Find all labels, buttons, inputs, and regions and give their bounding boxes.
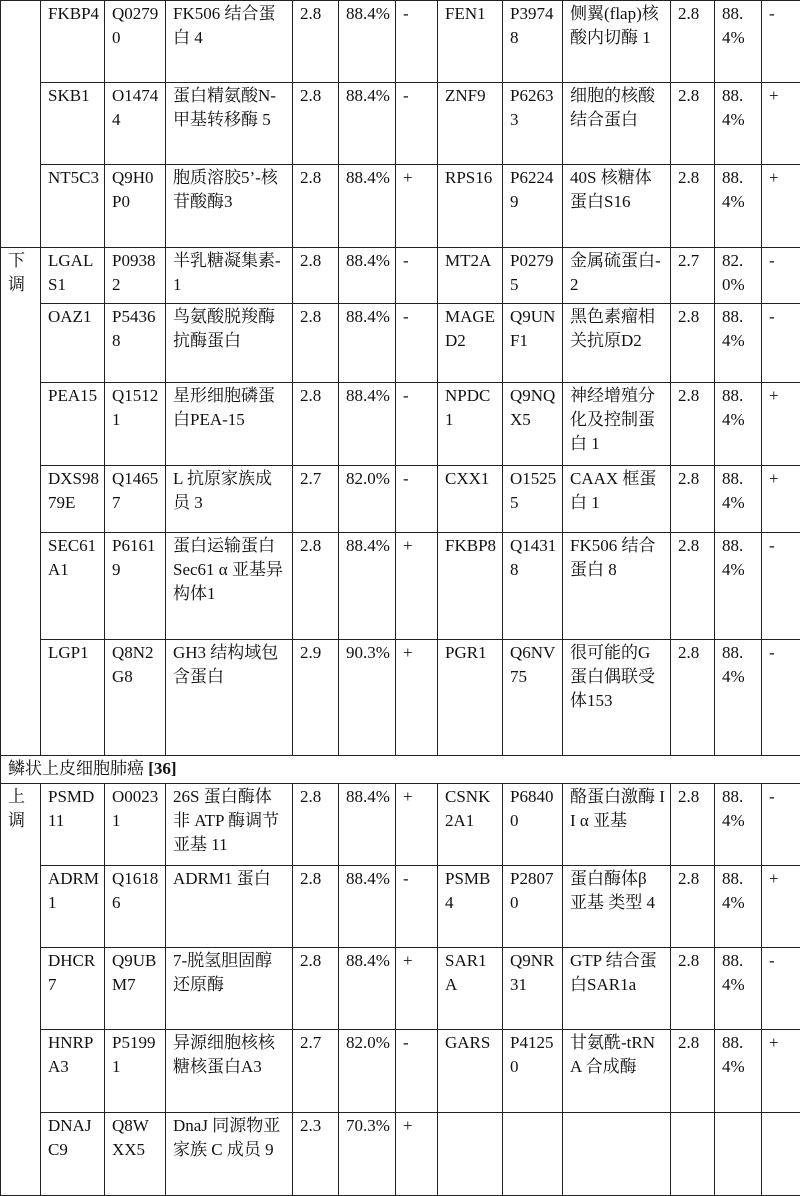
left-sign-cell: - xyxy=(396,466,438,533)
right-fold-change-cell: 2.8 xyxy=(671,304,715,383)
left-sign-cell: - xyxy=(396,304,438,383)
section-title-text: 鳞状上皮细胞肺癌 xyxy=(8,759,144,778)
right-gene-cell: RPS16 xyxy=(438,165,503,248)
table-row xyxy=(1,304,800,383)
table-row xyxy=(1,866,800,948)
left-percent-cell: 88.4% xyxy=(339,248,396,304)
left-sign-cell: + xyxy=(396,640,438,756)
right-accession-cell: P68400 xyxy=(503,784,563,866)
right-percent-cell: 88.4% xyxy=(715,165,762,248)
left-accession-cell: O14744 xyxy=(105,83,166,165)
right-fold-change-cell: 2.8 xyxy=(671,640,715,756)
right-percent-cell: 88.4% xyxy=(715,948,762,1030)
right-gene-cell: PSMB4 xyxy=(438,866,503,948)
right-sign-cell: - xyxy=(762,248,800,304)
left-gene-cell: PEA15 xyxy=(41,383,105,466)
left-gene-cell: OAZ1 xyxy=(41,304,105,383)
left-fold-change-cell: 2.8 xyxy=(293,248,339,304)
left-fold-change-cell: 2.8 xyxy=(293,83,339,165)
table-row xyxy=(1,466,800,533)
left-accession-cell: Q8WXX5 xyxy=(105,1113,166,1196)
right-protein-name-cell: 甘氨酰-tRNA 合成酶 xyxy=(563,1030,671,1113)
left-percent-cell: 88.4% xyxy=(339,866,396,948)
left-percent-cell: 70.3% xyxy=(339,1113,396,1196)
left-accession-cell: Q9UBM7 xyxy=(105,948,166,1030)
group-label-down: 下调 xyxy=(1,248,41,756)
left-protein-name-cell: 异源细胞核核糖核蛋白A3 xyxy=(166,1030,293,1113)
right-protein-name-cell: 神经增殖分化及控制蛋白 1 xyxy=(563,383,671,466)
right-gene-cell xyxy=(438,1113,503,1196)
right-protein-name-cell xyxy=(563,1113,671,1196)
left-accession-cell: P09382 xyxy=(105,248,166,304)
left-percent-cell: 88.4% xyxy=(339,1,396,83)
right-accession-cell: P62633 xyxy=(503,83,563,165)
left-gene-cell: DHCR7 xyxy=(41,948,105,1030)
right-accession-cell: O15255 xyxy=(503,466,563,533)
group-cell-continued xyxy=(1,1,41,248)
table-row xyxy=(1,640,800,756)
left-sign-cell: - xyxy=(396,866,438,948)
right-protein-name-cell: 40S 核糖体蛋白S16 xyxy=(563,165,671,248)
right-fold-change-cell: 2.8 xyxy=(671,866,715,948)
right-sign-cell: + xyxy=(762,83,800,165)
left-fold-change-cell: 2.8 xyxy=(293,533,339,640)
left-sign-cell: - xyxy=(396,1,438,83)
right-protein-name-cell: 很可能的G 蛋白偶联受体153 xyxy=(563,640,671,756)
right-protein-name-cell: 细胞的核酸结合蛋白 xyxy=(563,83,671,165)
left-gene-cell: LGP1 xyxy=(41,640,105,756)
left-protein-name-cell: L 抗原家族成员 3 xyxy=(166,466,293,533)
right-percent-cell: 88.4% xyxy=(715,83,762,165)
right-accession-cell: P62249 xyxy=(503,165,563,248)
left-fold-change-cell: 2.7 xyxy=(293,466,339,533)
right-protein-name-cell: FK506 结合蛋白 8 xyxy=(563,533,671,640)
right-gene-cell: PGR1 xyxy=(438,640,503,756)
left-accession-cell: P54368 xyxy=(105,304,166,383)
right-accession-cell: P41250 xyxy=(503,1030,563,1113)
left-accession-cell: Q16186 xyxy=(105,866,166,948)
left-accession-cell: Q9H0P0 xyxy=(105,165,166,248)
right-gene-cell: CSNK2A1 xyxy=(438,784,503,866)
left-sign-cell: - xyxy=(396,83,438,165)
left-sign-cell: - xyxy=(396,248,438,304)
left-gene-cell: SEC61A1 xyxy=(41,533,105,640)
right-fold-change-cell: 2.8 xyxy=(671,1030,715,1113)
left-fold-change-cell: 2.9 xyxy=(293,640,339,756)
left-gene-cell: PSMD11 xyxy=(41,784,105,866)
right-sign-cell: - xyxy=(762,784,800,866)
right-sign-cell xyxy=(762,1113,800,1196)
right-percent-cell: 88.4% xyxy=(715,466,762,533)
left-protein-name-cell: 蛋白运输蛋白 Sec61 α 亚基异构体1 xyxy=(166,533,293,640)
left-percent-cell: 88.4% xyxy=(339,165,396,248)
right-gene-cell: SAR1A xyxy=(438,948,503,1030)
left-gene-cell: DNAJC9 xyxy=(41,1113,105,1196)
group-label-up: 上调 xyxy=(1,784,41,1196)
left-fold-change-cell: 2.3 xyxy=(293,1113,339,1196)
table-body xyxy=(1,1,800,1196)
right-sign-cell: - xyxy=(762,640,800,756)
left-accession-cell: Q02790 xyxy=(105,1,166,83)
right-fold-change-cell: 2.8 xyxy=(671,1,715,83)
right-percent-cell: 88.4% xyxy=(715,640,762,756)
right-fold-change-cell xyxy=(671,1113,715,1196)
right-accession-cell: P28070 xyxy=(503,866,563,948)
left-fold-change-cell: 2.8 xyxy=(293,383,339,466)
right-percent-cell xyxy=(715,1113,762,1196)
right-fold-change-cell: 2.8 xyxy=(671,948,715,1030)
right-protein-name-cell: 金属硫蛋白-2 xyxy=(563,248,671,304)
section-title xyxy=(1,756,800,784)
left-percent-cell: 88.4% xyxy=(339,383,396,466)
left-protein-name-cell: FK506 结合蛋白 4 xyxy=(166,1,293,83)
right-protein-name-cell: 酪蛋白激酶 II α 亚基 xyxy=(563,784,671,866)
left-percent-cell: 88.4% xyxy=(339,784,396,866)
right-gene-cell: GARS xyxy=(438,1030,503,1113)
right-accession-cell: Q6NV75 xyxy=(503,640,563,756)
left-fold-change-cell: 2.7 xyxy=(293,1030,339,1113)
right-sign-cell: - xyxy=(762,948,800,1030)
right-protein-name-cell: CAAX 框蛋白 1 xyxy=(563,466,671,533)
right-percent-cell: 88.4% xyxy=(715,1030,762,1113)
right-percent-cell: 88.4% xyxy=(715,866,762,948)
left-protein-name-cell: 半乳糖凝集素-1 xyxy=(166,248,293,304)
left-percent-cell: 82.0% xyxy=(339,1030,396,1113)
left-sign-cell: + xyxy=(396,948,438,1030)
right-protein-name-cell: GTP 结合蛋白SAR1a xyxy=(563,948,671,1030)
right-fold-change-cell: 2.8 xyxy=(671,83,715,165)
right-accession-cell: Q9NQX5 xyxy=(503,383,563,466)
table-row xyxy=(1,784,800,866)
left-percent-cell: 90.3% xyxy=(339,640,396,756)
left-accession-cell: Q14657 xyxy=(105,466,166,533)
right-percent-cell: 88.4% xyxy=(715,784,762,866)
left-protein-name-cell: 胞质溶胶5’-核苷酸酶3 xyxy=(166,165,293,248)
left-sign-cell: + xyxy=(396,784,438,866)
left-protein-name-cell: 星形细胞磷蛋白PEA-15 xyxy=(166,383,293,466)
right-gene-cell: FEN1 xyxy=(438,1,503,83)
right-sign-cell: + xyxy=(762,383,800,466)
left-percent-cell: 88.4% xyxy=(339,304,396,383)
right-percent-cell: 88.4% xyxy=(715,1,762,83)
right-percent-cell: 82.0% xyxy=(715,248,762,304)
left-sign-cell: + xyxy=(396,1113,438,1196)
left-protein-name-cell: DnaJ 同源物亚家族 C 成员 9 xyxy=(166,1113,293,1196)
table-row xyxy=(1,383,800,466)
left-protein-name-cell: 蛋白精氨酸N-甲基转移酶 5 xyxy=(166,83,293,165)
right-protein-name-cell: 蛋白酶体β 亚基 类型 4 xyxy=(563,866,671,948)
left-fold-change-cell: 2.8 xyxy=(293,1,339,83)
left-gene-cell: FKBP4 xyxy=(41,1,105,83)
left-gene-cell: DXS9879E xyxy=(41,466,105,533)
right-fold-change-cell: 2.7 xyxy=(671,248,715,304)
right-gene-cell: ZNF9 xyxy=(438,83,503,165)
left-protein-name-cell: 鸟氨酸脱羧酶抗酶蛋白 xyxy=(166,304,293,383)
left-gene-cell: LGALS1 xyxy=(41,248,105,304)
left-fold-change-cell: 2.8 xyxy=(293,165,339,248)
right-sign-cell: + xyxy=(762,866,800,948)
right-gene-cell: MAGED2 xyxy=(438,304,503,383)
right-gene-cell: MT2A xyxy=(438,248,503,304)
right-fold-change-cell: 2.8 xyxy=(671,383,715,466)
left-protein-name-cell: 7-脱氢胆固醇还原酶 xyxy=(166,948,293,1030)
right-percent-cell: 88.4% xyxy=(715,533,762,640)
left-percent-cell: 88.4% xyxy=(339,948,396,1030)
left-fold-change-cell: 2.8 xyxy=(293,948,339,1030)
right-sign-cell: - xyxy=(762,304,800,383)
left-percent-cell: 88.4% xyxy=(339,533,396,640)
left-percent-cell: 82.0% xyxy=(339,466,396,533)
right-fold-change-cell: 2.8 xyxy=(671,165,715,248)
table-row xyxy=(1,533,800,640)
right-accession-cell: Q9NR31 xyxy=(503,948,563,1030)
right-protein-name-cell: 侧翼(flap)核酸内切酶 1 xyxy=(563,1,671,83)
right-accession-cell: P02795 xyxy=(503,248,563,304)
right-sign-cell: + xyxy=(762,466,800,533)
right-gene-cell: NPDC1 xyxy=(438,383,503,466)
right-sign-cell: + xyxy=(762,1030,800,1113)
right-sign-cell: - xyxy=(762,1,800,83)
table-row xyxy=(1,165,800,248)
right-gene-cell: FKBP8 xyxy=(438,533,503,640)
left-accession-cell: P61619 xyxy=(105,533,166,640)
left-sign-cell: + xyxy=(396,165,438,248)
table-row xyxy=(1,248,800,304)
right-accession-cell: P39748 xyxy=(503,1,563,83)
left-protein-name-cell: 26S 蛋白酶体非 ATP 酶调节亚基 11 xyxy=(166,784,293,866)
right-accession-cell xyxy=(503,1113,563,1196)
table-row xyxy=(1,948,800,1030)
left-sign-cell: - xyxy=(396,383,438,466)
right-protein-name-cell: 黑色素瘤相关抗原D2 xyxy=(563,304,671,383)
left-accession-cell: P51991 xyxy=(105,1030,166,1113)
right-fold-change-cell: 2.8 xyxy=(671,466,715,533)
table-row xyxy=(1,83,800,165)
right-accession-cell: Q14318 xyxy=(503,533,563,640)
right-sign-cell: - xyxy=(762,533,800,640)
left-sign-cell: - xyxy=(396,1030,438,1113)
left-fold-change-cell: 2.8 xyxy=(293,866,339,948)
left-gene-cell: SKB1 xyxy=(41,83,105,165)
section-title-row xyxy=(1,756,800,784)
left-accession-cell: O00231 xyxy=(105,784,166,866)
left-protein-name-cell: GH3 结构域包含蛋白 xyxy=(166,640,293,756)
table-row xyxy=(1,1,800,83)
left-fold-change-cell: 2.8 xyxy=(293,784,339,866)
right-accession-cell: Q9UNF1 xyxy=(503,304,563,383)
right-gene-cell: CXX1 xyxy=(438,466,503,533)
left-gene-cell: HNRPA3 xyxy=(41,1030,105,1113)
left-accession-cell: Q8N2G8 xyxy=(105,640,166,756)
left-gene-cell: NT5C3 xyxy=(41,165,105,248)
citation-ref: [36] xyxy=(148,759,176,778)
right-percent-cell: 88.4% xyxy=(715,383,762,466)
left-percent-cell: 88.4% xyxy=(339,83,396,165)
left-accession-cell: Q15121 xyxy=(105,383,166,466)
right-fold-change-cell: 2.8 xyxy=(671,533,715,640)
table-row xyxy=(1,1030,800,1113)
right-fold-change-cell: 2.8 xyxy=(671,784,715,866)
left-protein-name-cell: ADRM1 蛋白 xyxy=(166,866,293,948)
left-fold-change-cell: 2.8 xyxy=(293,304,339,383)
right-sign-cell: + xyxy=(762,165,800,248)
right-percent-cell: 88.4% xyxy=(715,304,762,383)
table-row xyxy=(1,1113,800,1196)
left-sign-cell: + xyxy=(396,533,438,640)
left-gene-cell: ADRM1 xyxy=(41,866,105,948)
